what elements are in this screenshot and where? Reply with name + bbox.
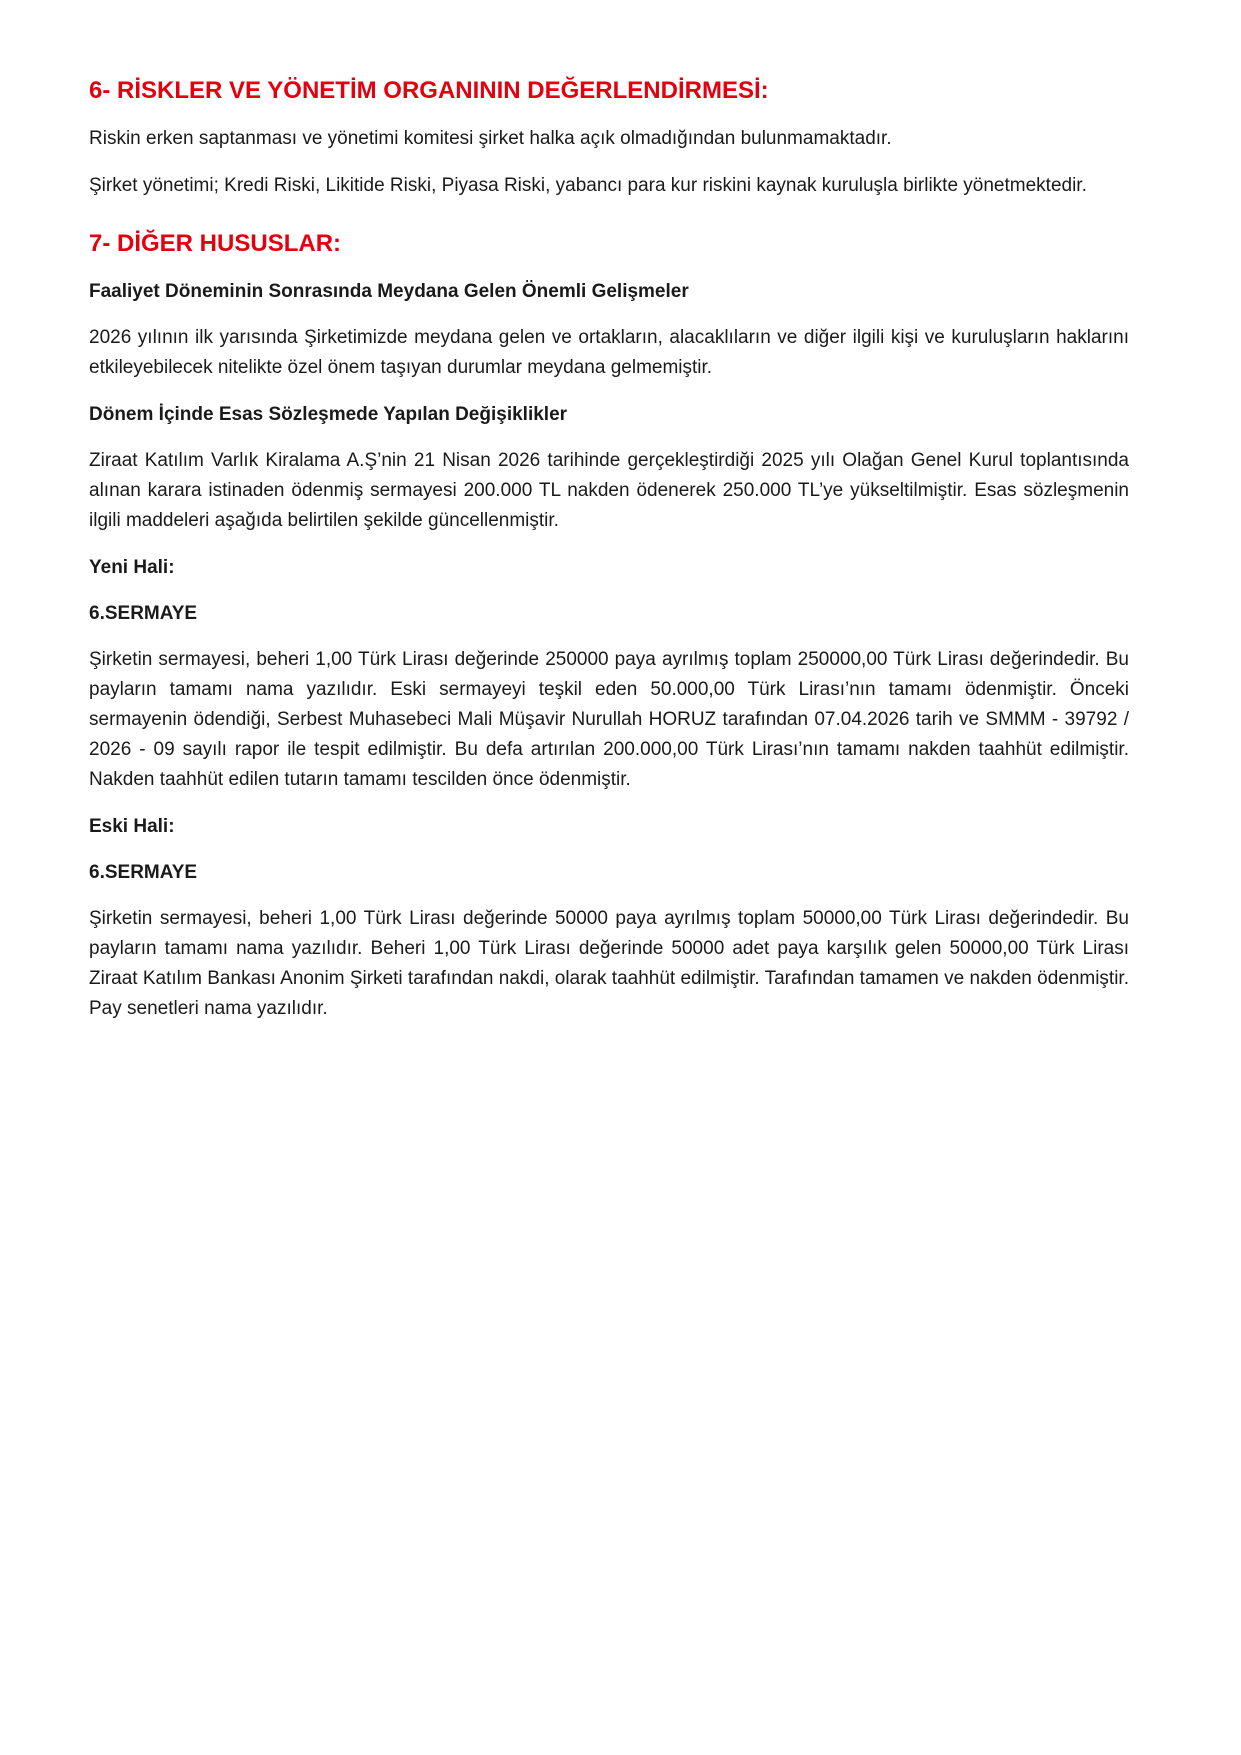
document-page bbox=[89, 74, 1129, 1041]
post-period-developments-paragraph: 2026 yılının ilk yarısında Şirketimizde meydana gelen ve ortakların, alacaklıların ve diğer ilgili kişi ve kuruluşların haklarını etkileyebilecek nitelikte özel önem taşıyan durumlar meydana gelmemiştir. bbox=[89, 327, 1129, 378]
section-7-heading: 7- DİĞER HUSUSLAR: bbox=[89, 230, 342, 257]
old-article-text: Şirketin sermayesi, beheri 1,00 Türk Lirası değerinde 50000 paya ayrılmış toplam 50000,00 Türk Lirası değerindedir. Bu payların tamamı nama yazılıdır. Beheri 1,00 Türk Lirası değerinde 50000 adet paya karşılık gelen 50000,00 Türk Lirası Ziraat Katılım Bankası Anonim Şirketi tarafından nakdi, olarak taahhüt edilmiştir. Tarafından tamamen ve nakden ödenmiştir. Pay senetleri nama yazılıdır. bbox=[89, 908, 1129, 1019]
old-version-label: Eski Hali: bbox=[89, 816, 175, 837]
articles-amendments-paragraph: Ziraat Katılım Varlık Kiralama A.Ş’nin 21 Nisan 2026 tarihinde gerçekleştirdiği 2025 yılı Olağan Genel Kurul toplantısında alınan karara istinaden ödenmiş sermayesi 200.000 TL nakden ödenerek 250.000 TL’ye yükseltilmiştir. Esas sözleşmenin ilgili maddeleri aşağıda belirtilen şekilde güncellenmiştir. bbox=[89, 450, 1129, 531]
section-6-paragraph-2: Şirket yönetimi; Kredi Riski, Likitide Riski, Piyasa Riski, yabancı para kur riskini kaynak kuruluşla birlikte yönetmektedir. bbox=[89, 175, 1087, 196]
old-article-title: 6.SERMAYE bbox=[89, 862, 198, 883]
section-6-heading: 6- RİSKLER VE YÖNETİM ORGANININ DEĞERLENDİRMESİ: bbox=[89, 77, 769, 104]
section-6-paragraph-1: Riskin erken saptanması ve yönetimi komitesi şirket halka açık olmadığından bulunmamaktadır. bbox=[89, 128, 892, 149]
new-article-text: Şirketin sermayesi, beheri 1,00 Türk Lirası değerinde 250000 paya ayrılmış toplam 250000,00 Türk Lirası değerindedir. Bu payların tamamı nama yazılıdır. Eski sermayeyi teşkil eden 50.000,00 Türk Lirası’nın tamamı ödenmiştir. Önceki sermayenin ödendiği, Serbest Muhasebeci Mali Müşavir Nurullah HORUZ tarafından 07.04.2026 tarih ve SMMM - 39792 / 2026 - 09 sayılı rapor ile tespit edilmiştir. Bu defa artırılan 200.000,00 Türk Lirası’nın tamamı nakden taahhüt edilmiştir. Nakden taahhüt edilen tutarın tamamı tescilden önce ödenmiştir. bbox=[89, 649, 1129, 790]
new-article-title: 6.SERMAYE bbox=[89, 603, 198, 624]
subheading-articles-amendments: Dönem İçinde Esas Sözleşmede Yapılan Değişiklikler bbox=[89, 404, 568, 425]
new-version-label: Yeni Hali: bbox=[89, 557, 175, 578]
subheading-post-period-developments: Faaliyet Döneminin Sonrasında Meydana Gelen Önemli Gelişmeler bbox=[89, 281, 689, 302]
